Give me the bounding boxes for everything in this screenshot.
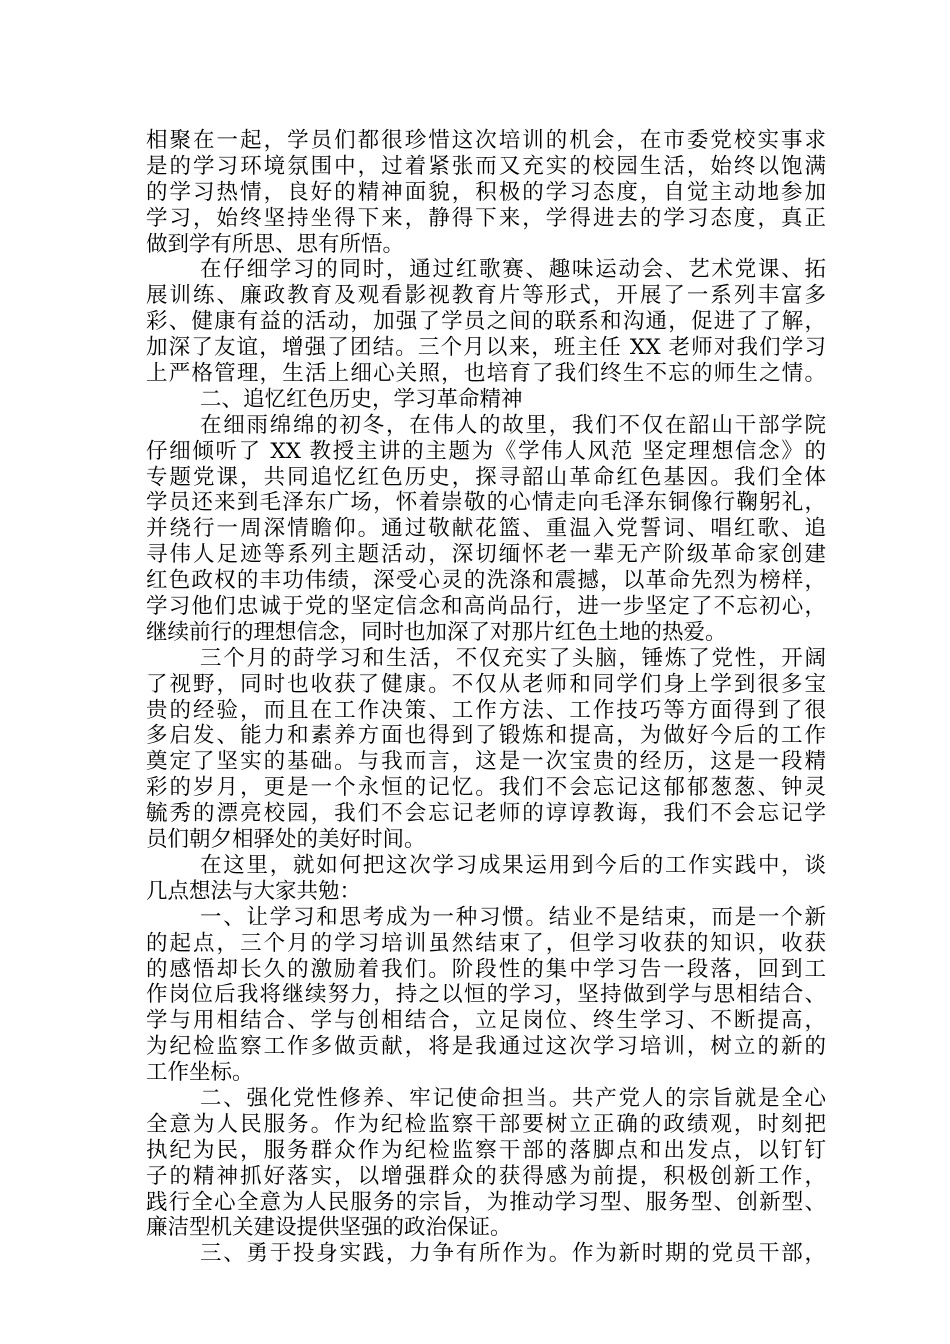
text-line: 工作坐标。 [146,1060,254,1086]
text-line: 彩的岁月，更是一个永恒的记忆。我们不会忘记这郁郁葱葱、钟灵 [146,775,826,801]
text-line: 的感悟却长久的激励着我们。阶段性的集中学习告一段落，回到工 [146,956,826,982]
text-line: 学员还来到毛泽东广场，怀着崇敬的心情走向毛泽东铜像行鞠躬礼， [146,490,826,516]
text-line: 学与用相结合、学与创相结合，立足岗位、终生学习、不断提高， [146,1008,826,1034]
text-line: 上严格管理，生活上细心关照，也培育了我们终生不忘的师生之情。 [146,361,826,387]
text-line: 的学习热情，良好的精神面貌，积极的学习态度，自觉主动地参加 [146,179,826,205]
text-line: 继续前行的理想信念，同时也加深了对那片红色土地的热爱。 [146,619,727,645]
text-line: 学习，始终坚持坐得下来，静得下来，学得进去的学习态度，真正 [146,205,826,231]
text-line: 三、勇于投身实践，力争有所作为。作为新时期的党员干部， [200,1241,826,1267]
text-line: 员们朝夕相驿处的美好时间。 [146,827,426,853]
text-line: 红色政权的丰功伟绩，深受心灵的洗涤和震撼，以革命先烈为榜样， [146,568,826,594]
text-line: 彩、健康有益的活动，加强了学员之间的联系和沟通，促进了了解， [146,309,826,335]
text-line: 了视野，同时也收获了健康。不仅从老师和同学们身上学到很多宝 [146,671,826,697]
text-line: 加深了友谊，增强了团结。三个月以来，班主任 XX 老师对我们学习 [146,335,826,361]
text-line: 在仔细学习的同时，通过红歌赛、趣味运动会、艺术党课、拓 [200,257,826,283]
text-line: 是的学习环境氛围中，过着紧张而又充实的校园生活，始终以饱满 [146,153,826,179]
text-line: 奠定了坚实的基础。与我而言，这是一次宝贵的经历，这是一段精 [146,749,826,775]
text-line: 践行全心全意为人民服务的宗旨，为推动学习型、服务型、创新型、 [146,1189,826,1215]
text-line: 寻伟人足迹等系列主题活动，深切缅怀老一辈无产阶级革命家创建 [146,542,826,568]
text-line: 多启发、能力和素养方面也得到了锻炼和提高，为做好今后的工作 [146,723,826,749]
text-line: 仔细倾听了 XX 教授主讲的主题为《学伟人风范 坚定理想信念》的 [146,438,826,464]
document-body [146,128,826,1267]
text-line: 二、强化党性修养、牢记使命担当。共产党人的宗旨就是全心 [200,1085,826,1111]
text-line: 一、让学习和思考成为一种习惯。结业不是结束，而是一个新 [200,904,826,930]
text-line: 贵的经验，而且在工作决策、工作方法、工作技巧等方面得到了很 [146,697,826,723]
text-line: 全意为人民服务。作为纪检监察干部要树立正确的政绩观，时刻把 [146,1111,826,1137]
text-line: 在这里，就如何把这次学习成果运用到今后的工作实践中，谈 [200,852,826,878]
text-line: 学习他们忠诚于党的坚定信念和高尚品行，进一步坚定了不忘初心， [146,594,826,620]
text-line: 三个月的莳学习和生活，不仅充实了头脑，锤炼了党性，开阔 [200,645,826,671]
text-line: 作岗位后我将继续努力，持之以恒的学习，坚持做到学与思相结合、 [146,982,826,1008]
text-line: 廉洁型机关建设提供坚强的政治保证。 [146,1215,512,1241]
text-line: 做到学有所思、思有所悟。 [146,231,405,257]
text-line: 毓秀的漂亮校园，我们不会忘记老师的谆谆教诲，我们不会忘记学 [146,801,826,827]
text-line: 为纪检监察工作多做贡献，将是我通过这次学习培训，树立的新的 [146,1034,826,1060]
text-line: 二、追忆红色历史，学习革命精神 [200,386,523,412]
text-line: 的起点，三个月的学习培训虽然结束了，但学习收获的知识，收获 [146,930,826,956]
text-line: 相聚在一起，学员们都很珍惜这次培训的机会，在市委党校实事求 [146,128,826,153]
text-line: 专题党课，共同追忆红色历史，探寻韶山革命红色基因。我们全体 [146,464,826,490]
text-line: 并绕行一周深情瞻仰。通过敬献花篮、重温入党誓词、唱红歌、追 [146,516,826,542]
text-line: 执纪为民，服务群众作为纪检监察干部的落脚点和出发点，以钉钉 [146,1137,826,1163]
text-line: 子的精神抓好落实，以增强群众的获得感为前提，积极创新工作， [146,1163,826,1189]
text-line: 展训练、廉政教育及观看影视教育片等形式，开展了一系列丰富多 [146,283,826,309]
text-line: 在细雨绵绵的初冬，在伟人的故里，我们不仅在韶山干部学院 [200,412,826,438]
text-line: 几点想法与大家共勉： [146,878,362,904]
